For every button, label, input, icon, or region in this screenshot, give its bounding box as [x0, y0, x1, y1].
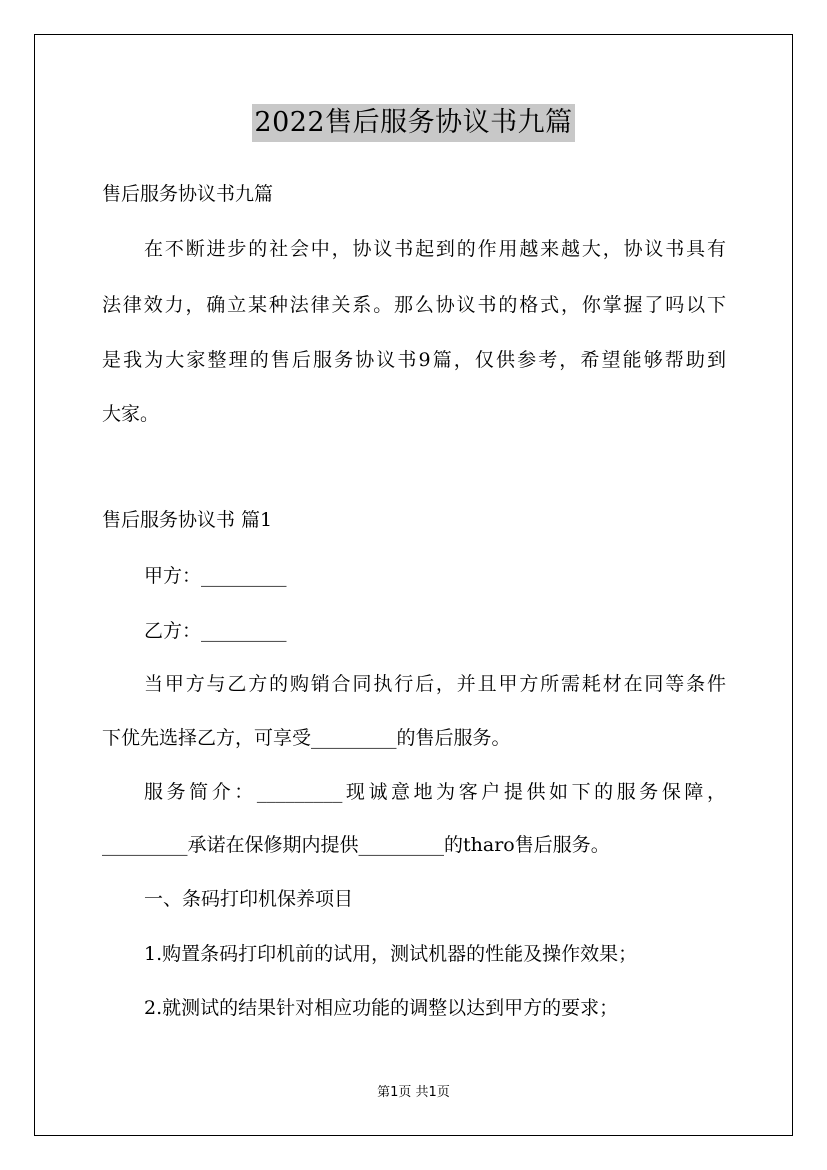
terms-paragraph-line-1: 当甲方与乙方的购销合同执行后，并且甲方所需耗材在同等条件	[144, 673, 726, 695]
terms-paragraph-line-2: 下优先选择乙方，可享受_________的售后服务。	[102, 727, 511, 749]
service-intro-line-2: _________承诺在保修期内提供_________的tharo售后服务。	[102, 834, 610, 856]
maintenance-item-1: 1.购置条码打印机前的试用，测试机器的性能及操作效果；	[144, 943, 638, 965]
party-b-line: 乙方：_________	[144, 620, 287, 642]
page-footer: 第1页 共1页	[377, 1085, 450, 1100]
section-heading: 售后服务协议书 篇1	[102, 509, 273, 531]
maintenance-heading: 一、条码打印机保养项目	[144, 888, 354, 910]
title-container	[0, 104, 827, 142]
maintenance-item-2: 2.就测试的结果针对相应功能的调整以达到甲方的要求；	[144, 997, 619, 1019]
intro-paragraph-line-2: 法律效力，确立某种法律关系。那么协议书的格式，你掌握了吗以下	[102, 294, 726, 316]
intro-paragraph-line-1: 在不断进步的社会中，协议书起到的作用越来越大，协议书具有	[144, 238, 726, 260]
intro-heading: 售后服务协议书九篇	[102, 183, 274, 205]
document-title: 2022售后服务协议书九篇	[252, 104, 574, 142]
intro-paragraph-line-3: 是我为大家整理的售后服务协议书9篇，仅供参考，希望能够帮助到	[102, 349, 726, 371]
intro-paragraph-line-4: 大家。	[102, 403, 160, 425]
service-intro-line-1: 服务简介：_________现诚意地为客户提供如下的服务保障，	[144, 781, 726, 803]
party-a-line: 甲方：_________	[144, 565, 287, 587]
